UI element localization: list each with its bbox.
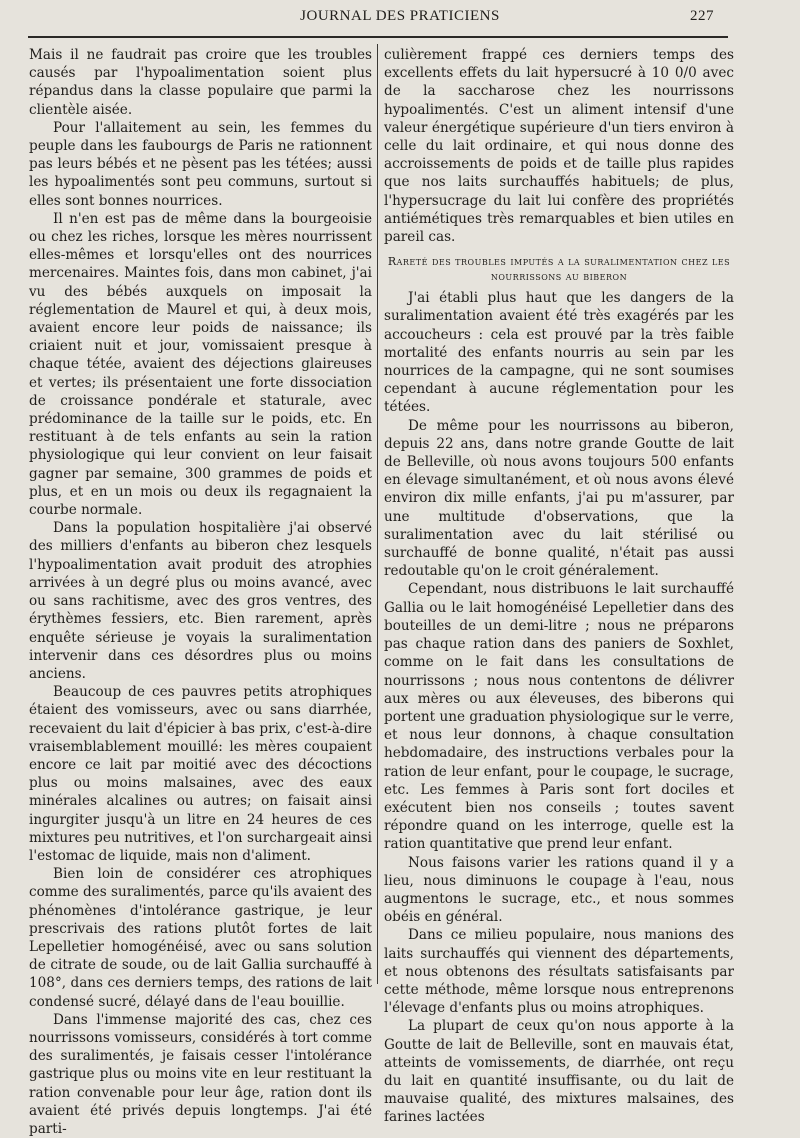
running-head <box>0 8 800 30</box>
paragraph: Dans l'immense majorité des cas, chez ces nourrissons vomisseurs, considérés à tort comme des suralimentés, je faisais cesser l'intolérance gastrique plus ou moins vite en leur restituant la ration convenable pour leur âge, ration dont ils avaient été privés depuis longtemps. J'ai été parti- <box>29 1011 372 1137</box>
column-divider <box>377 44 378 984</box>
paragraph: Cependant, nous distribuons le lait surchauffé Gallia ou le lait homogénéisé Lepelletier dans des bouteilles de un demi-litre ; nous ne préparons pas chaque ration dans des paniers de Soxhlet, comme on le fait dans les consultations de nourrissons ; nous nous contentons de délivrer aux mères ou aux éleveuses, des biberons qui portent une graduation physiologique sur le verre, et nous leur donnons, à chaque consultation hebdomadaire, des instructions verbales pour la ration de leur enfant, pour le coupage, le sucrage, etc. Les femmes à Paris sont fort dociles et exécutent bien nos conseils ; toutes savent répondre quand on les interroge, quelle est la ration quantitative que prend leur enfant. <box>384 581 734 853</box>
paragraph: Dans ce milieu populaire, nous manions des laits surchauffés qui viennent des départements, et nous obtenons des résultats satisfaisants par cette méthode, même lorsque nous entreprenons l'élevage d'enfants plus ou moins atrophiques. <box>384 927 734 1017</box>
paragraph: Pour l'allaitement au sein, les femmes du peuple dans les faubourgs de Paris ne rationnent pas leurs bébés et ne pèsent pas les tétées; aussi les hypoalimentés sont peu communs, surtout si elles sont bonnes nourrices. <box>29 119 372 209</box>
paragraph-continuation: culièrement frappé ces derniers temps des excellents effets du lait hypersucré à 10 0/0 avec de la saccharose chez les nourrissons hypoalimentés. C'est un aliment intensif d'une valeur énergétique supérieure d'un tiers environ à celle du lait ordinaire, et qui nous donne des accroissements de poids et de taille plus rapides que nos laits surchauffés habituels; de plus, l'hypersucrage du lait lui confère des propriétés antiémétiques très remarquables et bien utiles en pareil cas. <box>384 47 734 246</box>
paragraph: J'ai établi plus haut que les dangers de la suralimentation avaient été très exagérés par les accoucheurs : cela est prouvé par la très faible mortalité des enfants nourris au sein par les nourrices de la campagne, qui ne sont soumises cependant à aucune réglementation pour les tétées. <box>384 290 734 416</box>
paragraph: Dans la population hospitalière j'ai observé des milliers d'enfants au biberon chez lesquels l'hypoalimentation avait produit des atrophies arrivées à un degré plus ou moins avancé, avec ou sans rachitisme, avec des gros ventres, des érythèmes fessiers, etc. Bien rarement, après enquête sérieuse je voyais la suralimentation intervenir dans ces désordres plus ou moins anciens. <box>29 520 372 682</box>
paragraph: Il n'en est pas de même dans la bourgeoisie ou chez les riches, lorsque les mères nourrissent elles-mêmes et lorsqu'elles ont des nourrices mercenaires. Maintes fois, dans mon cabinet, j'ai vu des bébés auxquels on imposait la réglementation de Maurel et qui, à deux mois, avaient encore leur poids de naissance; ils criaient nuit et jour, vomissaient presque à chaque tétée, avaient des déjections glaireuses et vertes; ils présentaient une forte dissociation de croissance pondérale et staturale, avec prédominance de la taille sur le poids, etc. En restituant à de tels enfants au sein la ration physiologique qui leur convient on leur faisait gagner par semaine, 300 grammes de poids et plus, et en un mois ou deux ils regagnaient la courbe normale. <box>29 210 372 519</box>
paragraph: Nous faisons varier les rations quand il y a lieu, nous diminuons le coupage à l'eau, nous augmentons le sucrage, etc., et nous sommes obéis en général. <box>384 854 734 926</box>
right-column <box>384 46 734 1126</box>
page-number: 227 <box>690 8 714 24</box>
journal-title: JOURNAL DES PRATICIENS <box>300 8 500 24</box>
paragraph: De même pour les nourrissons au biberon, depuis 22 ans, dans notre grande Goutte de lait de Belleville, où nous avons toujours 500 enfants en élevage simultanément, et où nous avons élevé environ dix mille enfants, j'ai pu m'assurer, par une multitude d'observations, que la suralimentation avec du lait stérilisé ou surchauffé de bonne qualité, n'était pas aussi redoutable qu'on le croit généralement. <box>384 417 734 580</box>
section-heading: Rareté des troubles imputés a la suralimentation chez les nourrissons au biberon <box>387 255 731 284</box>
left-column <box>29 46 372 1137</box>
paragraph: La plupart de ceux qu'on nous apporte à la Goutte de lait de Belleville, sont en mauvais état, atteints de vomissements, de diarrhée, ont reçu du lait en quantité insuffisante, ou du lait de mauvaise qualité, des mixtures malsaines, des farines lactées <box>384 1018 734 1126</box>
header-rule <box>28 36 728 38</box>
paragraph: Bien loin de considérer ces atrophiques comme des suralimentés, parce qu'ils avaient des phénomènes d'intolérance gastrique, je leur prescrivais des rations plutôt fortes de lait Lepelletier homogénéisé, avec ou sans solution de citrate de soude, ou de lait Gallia surchauffé à 108°, dans ces derniers temps, des rations de lait condensé sucré, délayé dans de l'eau bouillie. <box>29 866 372 1010</box>
paragraph: Mais il ne faudrait pas croire que les troubles causés par l'hypoalimentation soient plus répandus dans la classe populaire que parmi la clientèle aisée. <box>29 47 372 118</box>
paragraph: Beaucoup de ces pauvres petits atrophiques étaient des vomisseurs, avec ou sans diarrhée, recevaient du lait d'épicier à bas prix, c'est-à-dire vraisemblablement mouillé: les mères coupaient encore ce lait par moitié avec des décoctions plus ou moins malsaines, avec des eaux minérales alcalines ou autres; on faisait ainsi ingurgiter jusqu'à un litre en 24 heures de ces mixtures peu nutritives, et l'on surchargeait ainsi l'estomac de liquide, mais non d'aliment. <box>29 684 372 864</box>
